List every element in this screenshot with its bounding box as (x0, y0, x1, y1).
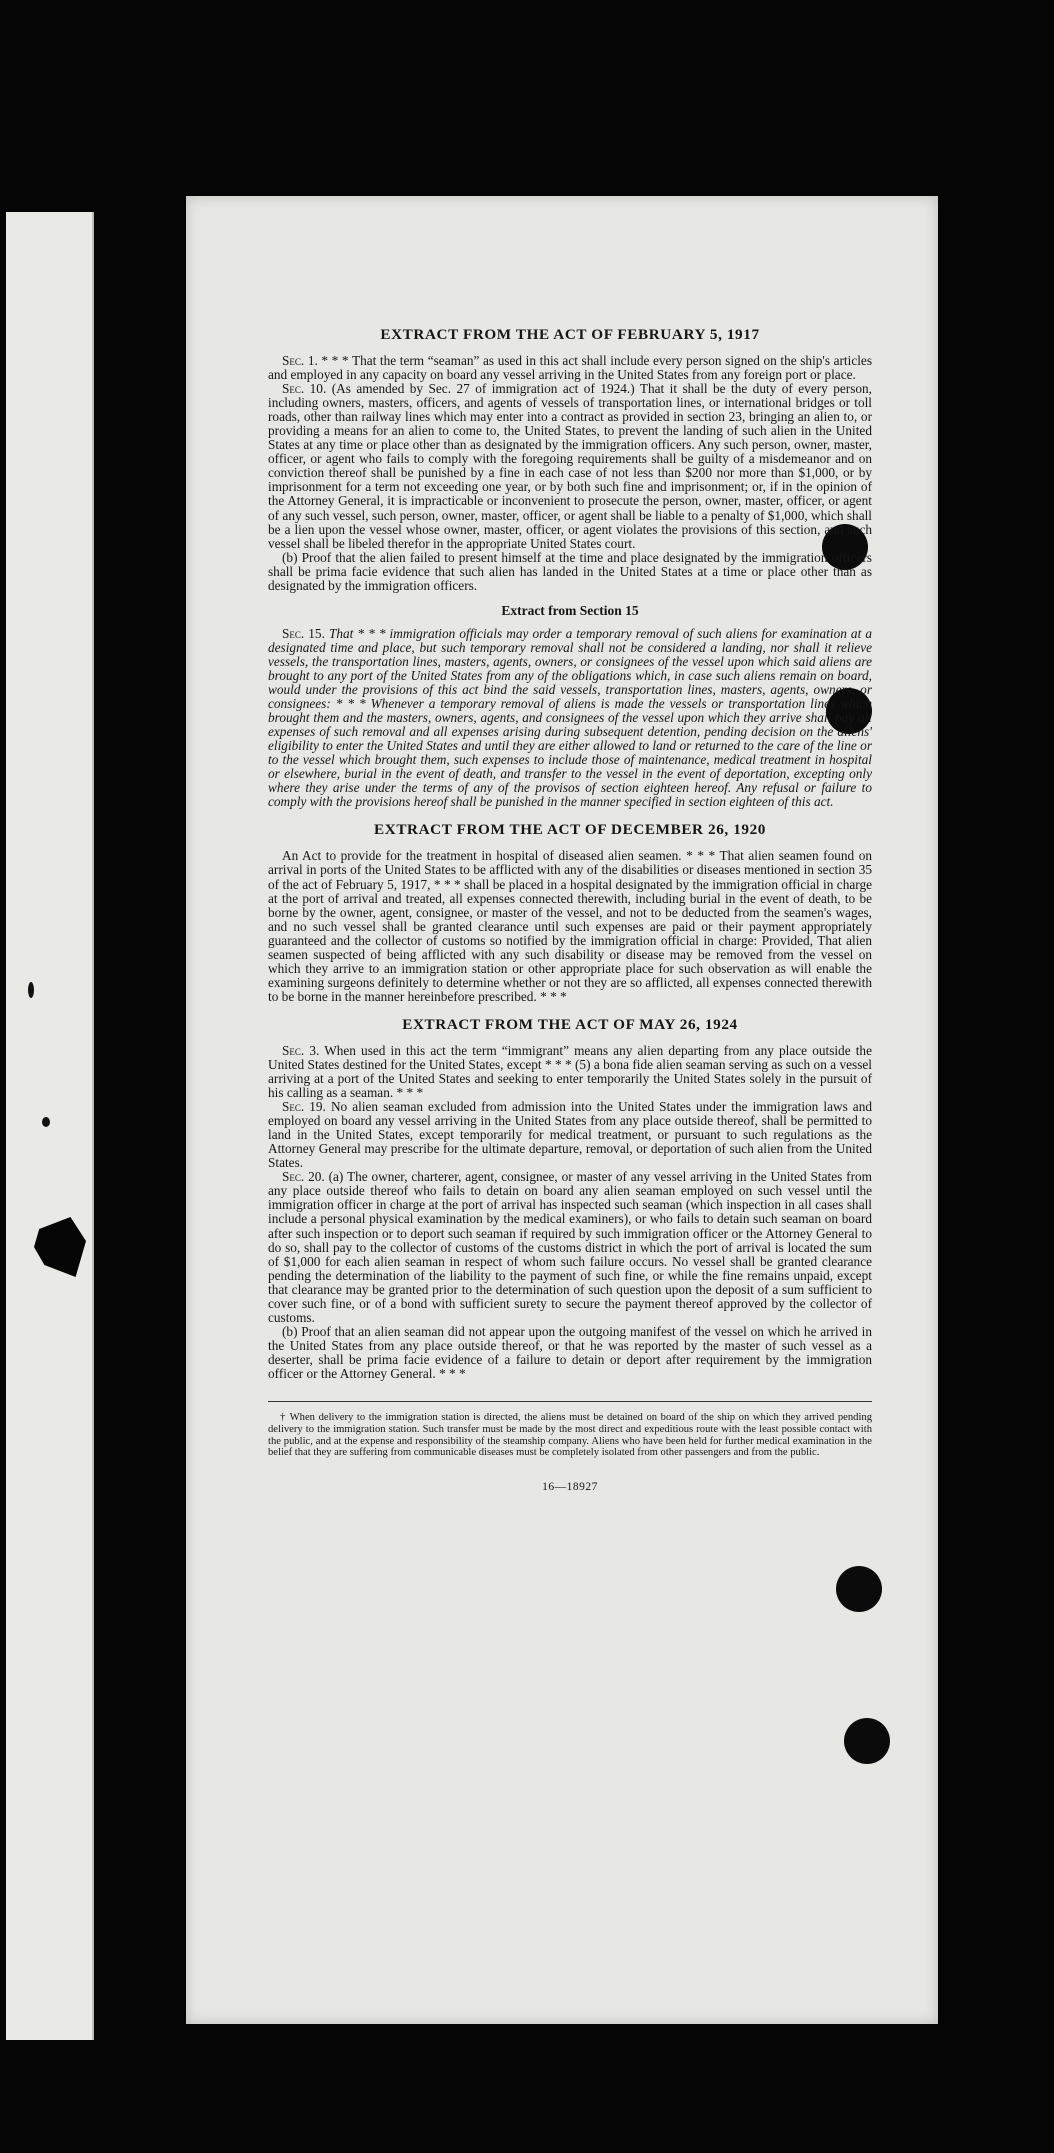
section-label: Sec. 20. (282, 1169, 325, 1185)
heading-act-1917: EXTRACT FROM THE ACT OF FEBRUARY 5, 1917 (380, 326, 760, 343)
section-20b-paragraph: (b) Proof that an alien seaman did not appear upon the outgoing manifest of the vessel on which he arrived in the United States from any place outside thereof, or that he was reported by the master of such vessel as a deserter, shall be prima facie evidence of a failure to detain or deport after requirement by the immigration officer or the Attorney General. * * * (268, 1323, 872, 1381)
punch-hole (844, 1718, 890, 1764)
strip-mark (28, 982, 34, 998)
heading-section-15: Extract from Section 15 (501, 602, 639, 618)
section-19-paragraph (268, 1100, 872, 1170)
section-label: Sec. 3. (282, 1042, 320, 1058)
adjacent-page-strip (6, 212, 94, 2040)
strip-mark (42, 1117, 50, 1127)
section-15-paragraph (268, 627, 872, 810)
section-10b-paragraph: (b) Proof that the alien failed to present himself at the time and place designated by the immigration officers shall be prima facie evidence that such alien has landed in the United States at a time or place other than as designated by the immigration officers. (268, 549, 872, 593)
section-label: Sec. 15. (282, 625, 325, 641)
section-label: Sec. 10. (282, 381, 327, 397)
section-label: Sec. 1. (282, 353, 318, 368)
punch-hole (836, 1566, 882, 1612)
act-1920-paragraph: An Act to provide for the treatment in hospital of diseased alien seamen. * * * That alien seamen found on arrival in ports of the United States to be afflicted with any of the disabilities or diseases mentioned in section 35 of the act of February 5, 1917, * * * shall be placed in a hospital designated by the immigration official in charge at the port of arrival and treated, all expenses connected therewith, including burial in the event of death, to be borne by the owner, agent, consignee, or master of the vessel, and not to be deducted from the seamen's wages, and no such vessel shall be granted clearance until such expenses are paid or their payment appropriately guaranteed and the collector of customs so notified by the immigration official in charge: Provided, That alien seamen suspected of being afflicted with any such disability or disease may be removed from the vessel on which they arrive to an immigration station or other appropriate place for such observation as will enable the examining surgeons definitely to determine whether or not they are so afflicted, all expenses connected therewith to be borne in the manner hereinbefore prescribed. * * * (268, 848, 872, 1004)
footnote-divider (268, 1401, 872, 1402)
form-number: 16—18927 (542, 1481, 598, 1494)
heading-act-1920: EXTRACT FROM THE ACT OF DECEMBER 26, 1920 (374, 821, 766, 839)
section-label: Sec. 19. (282, 1099, 326, 1115)
document-page (186, 196, 938, 2024)
section-text: (a) The owner, charterer, agent, consignee, or master of any vessel arriving in the United States from any place outside thereof who fails to detain on board any alien seaman employed on such vessel until the immigration officer in charge at the port of arrival has inspected such seaman (which inspection in all cases shall include a personal physical examination by the medical examiners), or who fails to detain such seaman on board after such inspection or to deport such seaman if required by such immigration officer or the Attorney General to do so, shall pay to the collector of customs of the customs district in which the port of arrival is located the sum of $1,000 for each alien seaman in respect of whom such failure occurs. No vessel shall be granted clearance pending the determination of the liability to the payment of such fine, or while the fine remains unpaid, except that clearance may be granted prior to the determination of such question upon the deposit of a sum sufficient to cover such fine, or of a bond with sufficient surety to secure the payment thereof approved by the collector of customs. (268, 1169, 873, 1325)
section-1-paragraph (268, 354, 872, 382)
document-content (268, 326, 872, 1493)
section-20-paragraph (268, 1170, 872, 1325)
footnote: † When delivery to the immigration station is directed, the aliens must be detained on board of the ship on which they arrived pending delivery to the immigration station. Such transfer must be made by the most direct and expeditious route with the least possible contact with the public, and at the expense and responsibility of the steamship company. Aliens who have been held for further medical examination in the belief that they are suffering from communicable diseases must be completely isolated from other passengers and from the public. (268, 1412, 872, 1459)
strip-tear (34, 1217, 86, 1277)
section-text: No alien seaman excluded from admission into the United States under the immigration laws and employed on board any vessel arriving in the United States from any place outside thereof, shall be permitted to land in the United States, except temporarily for medical treatment, or pursuant to such regulations as the Attorney General may prescribe for the ultimate departure, removal, or deportation of such alien from the United States. (268, 1099, 872, 1171)
section-10-paragraph (268, 382, 872, 551)
section-text: When used in this act the term “immigrant” means any alien departing from any place outside the United States destined for the United States, except * * * (5) a bona fide alien seaman serving as such on a vessel arriving at a port of the United States and seeking to enter temporarily the United States solely in the pursuit of his calling as a seaman. * * * (268, 1042, 872, 1101)
section-3-paragraph (268, 1044, 872, 1100)
section-text: (As amended by Sec. 27 of immigration act of 1924.) That it shall be the duty of every person, including owners, masters, officers, and agents of vessels of transportation lines, or international bridges or toll roads, other than railway lines which may enter into a contract as provided in section 23, bringing an alien to, or providing a means for an alien to come to, the United States, to prevent the landing of such alien in the United States at any time or place other than as designated by the immigration officers. Any such person, owner, master, officer, or agent who fails to comply with the foregoing requirements shall be guilty of a misdemeanor and on conviction thereof shall be punished by a fine in each case of not less than $200 nor more than $1,000, or by imprisonment for a term not exceeding one year, or by both such fine and imprisonment; or, if in the opinion of the Attorney General, it is impracticable or inconvenient to prosecute the person, owner, master, officer, or agent of any such vessel, such person, owner, master, officer, or agent shall be liable to a penalty of $1,000, which shall be a lien upon the vessel whose owner, master, officer, or agent violates the provisions of this section, and such vessel shall be libeled therefor in the appropriate United States court. (268, 381, 873, 551)
section-text: * * * That the term “seaman” as used in this act shall include every person signed on the ship's articles and employed in any capacity on board any vessel arriving in the United States from any foreign port or place. (268, 353, 872, 383)
heading-act-1924: EXTRACT FROM THE ACT OF MAY 26, 1924 (402, 1015, 738, 1033)
section-text: That * * * immigration officials may order a temporary removal of such aliens for examination at a designated time and place, but such temporary removal shall not be considered a landing, nor shall it relieve vessels, the transportation lines, masters, agents, owners, or consignees of the vessel upon which said aliens are brought to any port of the United States from any of the obligations which, in case such aliens remain on board, would under the provisions of this act bind the said vessels, transportation lines, masters, agents, owners, or consignees: * * * Whenever a temporary removal of aliens is made the vessels or transportation lines which brought them and the masters, owners, agents, and consignees of the vessel upon which they arrive shall pay all expenses of such removal and all expenses arising during subsequent detention, pending decision on the aliens' eligibility to enter the United States and until they are either allowed to land or returned to the care of the line or to the vessel which brought them, such expenses to include those of maintenance, medical treatment in hospital or elsewhere, burial in the event of death, and transfer to the vessel in the event of deportation, excepting only where they arise under the terms of any of the provisos of section eighteen hereof. Any refusal or failure to comply with the provisions hereof shall be punished in the manner specified in section eighteen of this act. (268, 625, 872, 810)
